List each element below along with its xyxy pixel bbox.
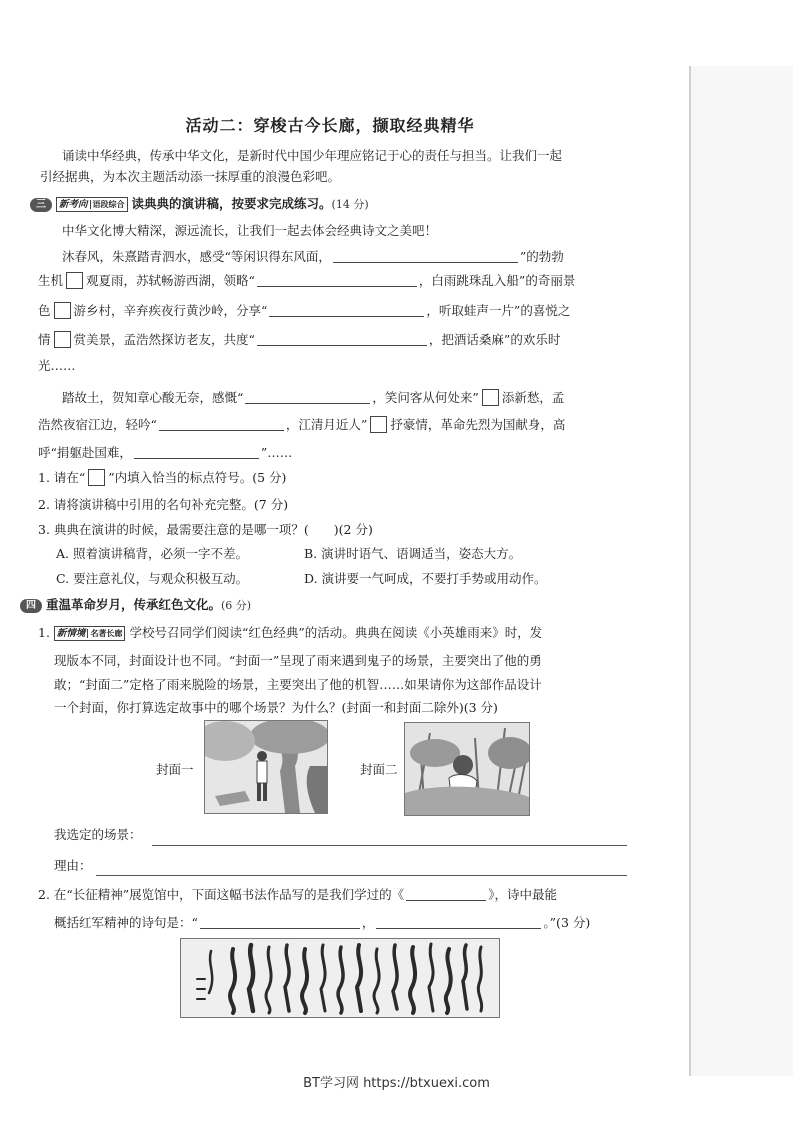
speech-line-6 [62,389,564,406]
fill-blank-2[interactable] [257,274,417,287]
option-d[interactable]: D. 演讲要一气呵成，不要打手势或用动作。 [304,571,547,586]
fill-blank-7[interactable] [134,446,259,459]
section3-tag [56,197,128,212]
cover-1-scene-icon [205,721,327,813]
text: ，笑问客从何处来” [372,390,479,405]
section4-badge: 四 [20,599,42,613]
punct-box-5[interactable] [370,416,387,433]
text: ”的勃勃 [519,249,564,264]
option-a[interactable]: A. 照着演讲稿背，必须一字不差。 [56,546,248,561]
question-2: 2. 请将演讲稿中引用的名句补充完整。(7 分) [38,497,289,512]
cover-1-illustration [204,720,328,814]
speech-line-3 [38,302,570,319]
section4-heading: 重温革命岁月，传承红色文化。 [46,597,222,612]
scene-label: 我选定的场景： [54,827,142,842]
punct-box-1[interactable] [66,272,83,289]
punct-box-3[interactable] [54,331,71,348]
speech-line-7 [38,416,565,433]
text: 2. 在“长征精神”展览馆中，下面这幅书法作品写的是我们学过的《 [38,887,405,902]
s4-tag [54,626,126,641]
cover-2-label: 封面二 [360,762,398,777]
text: 概括红军精神的诗句是：“ [54,915,198,930]
speech-line-8 [38,444,292,461]
text: ，听取蛙声一片”的喜悦之 [426,303,571,318]
poem-title-blank[interactable] [406,888,486,901]
section3-heading: 读典典的演讲稿，按要求完成练习。 [131,196,332,211]
text: ，白雨跳珠乱入船”的奇丽景 [418,273,576,288]
option-c[interactable]: C. 要注意礼仪，与观众积极互动。 [56,571,249,586]
text: ， [361,915,375,930]
poem-line-blank-2[interactable] [376,916,541,929]
text: ，把酒话桑麻”的欢乐时 [428,332,561,347]
text: 沐春风，朱熹踏青泗水，感受“等闲识得东风面， [62,249,331,264]
question-3: 3. 典典在演讲的时候，最需要注意的是哪一项？( )(2 分) [38,522,373,537]
text: 情 [38,332,51,347]
tag-sub: 语段综合 [90,200,125,209]
option-b[interactable]: B. 演讲时语气、语调适当，姿态大方。 [304,546,522,561]
fill-blank-6[interactable] [159,418,284,431]
calligraphy-artwork [180,938,500,1018]
s4-question-2-line-1 [38,886,557,903]
text: 》，诗中最能 [488,887,557,902]
text: ，江清月近人” [285,417,368,432]
reason-label: 理由： [54,858,92,873]
text: 抒豪情，革命先烈为国献身，高 [390,417,566,432]
question-1 [38,469,286,486]
section3-badge: 三 [30,198,52,212]
text: 踏故土，贺知章心酸无奈，感慨“ [62,390,244,405]
s4-question-1-line-4: 一个封面，你打算选定故事中的哪个场景？为什么？(封面一和封面二除外)(3 分) [54,700,498,715]
cover-2-scene-icon [405,723,529,815]
s4-question-2-line-2 [54,914,590,931]
text: 游乡村，辛弃疾夜行黄沙岭，分享“ [73,303,268,318]
question-number: 1. [38,625,50,640]
speech-line-2 [38,272,575,289]
section3-score: (14 分) [331,198,369,211]
intro-line-1: 诵读中华经典，传承中华文化，是新时代中国少年理应铭记于心的责任与担当。让我们一起 [62,148,563,163]
text: 学校号召同学们阅读“红色经典”的活动。典典在阅读《小英雄雨来》时，发 [129,625,543,640]
section3-header [30,195,369,213]
section4-score: (6 分) [221,599,252,612]
cover-1-label: 封面一 [156,762,194,777]
text: ”内填入恰当的标点符号。(5 分) [108,470,287,485]
scene-answer-line[interactable] [152,845,627,846]
text: 呼“捐躯赴国难， [38,445,132,460]
cover-2-illustration [404,722,530,816]
text: 赏美景，孟浩然探访老友，共度“ [73,332,255,347]
poem-line-blank-1[interactable] [200,916,360,929]
text: ”…… [260,445,293,460]
intro-line-2: 引经据典，为本次主题活动添一抹厚重的浪漫色彩吧。 [40,169,341,184]
section4-header [20,596,251,614]
s4-question-1-line-3: 敢；“封面二”定格了雨来脱险的场景，主要突出了他的机智……如果请你为这部作品设计 [54,677,542,692]
text: 观夏雨，苏轼畅游西湖，领略“ [86,273,255,288]
tag-main: 新情境 [56,628,86,639]
fill-blank-5[interactable] [245,391,370,404]
calligraphy-brush-strokes-icon [181,939,499,1017]
page-margin-shadow [691,66,793,1076]
fill-blank-4[interactable] [257,333,427,346]
reason-answer-line[interactable] [96,875,627,876]
fill-blank-3[interactable] [269,304,424,317]
text: 。”(3 分) [543,915,591,930]
punct-box-2[interactable] [54,302,71,319]
s4-question-1-line-1 [38,624,542,641]
page-edge [689,66,691,1076]
tag-main: 新考向 [59,199,88,210]
speech-line-4 [38,331,560,348]
punct-box-4[interactable] [482,389,499,406]
text: 色 [38,303,51,318]
text: 1. 请在“ [38,470,86,485]
speech-line-5: 光…… [38,358,76,373]
speech-line-1 [62,248,564,265]
tag-sub: 名著长廊 [87,629,122,638]
page-footer: BT学习网 https://btxuexi.com [303,1076,490,1091]
page-title: 活动二：穿梭古今长廊，撷取经典精华 [185,116,475,135]
text: 生机 [38,273,64,288]
text: 浩然夜宿江边，轻吟“ [38,417,157,432]
s4-question-1-line-2: 现版本不同，封面设计也不同。“封面一”呈现了雨来遇到鬼子的场景，主要突出了他的勇 [54,653,542,668]
speech-p0: 中华文化博大精深，源远流长，让我们一起去体会经典诗文之美吧！ [62,223,438,238]
text: 添新愁，孟 [501,390,565,405]
question-1-box-sample [88,469,105,486]
fill-blank-1[interactable] [333,250,518,263]
